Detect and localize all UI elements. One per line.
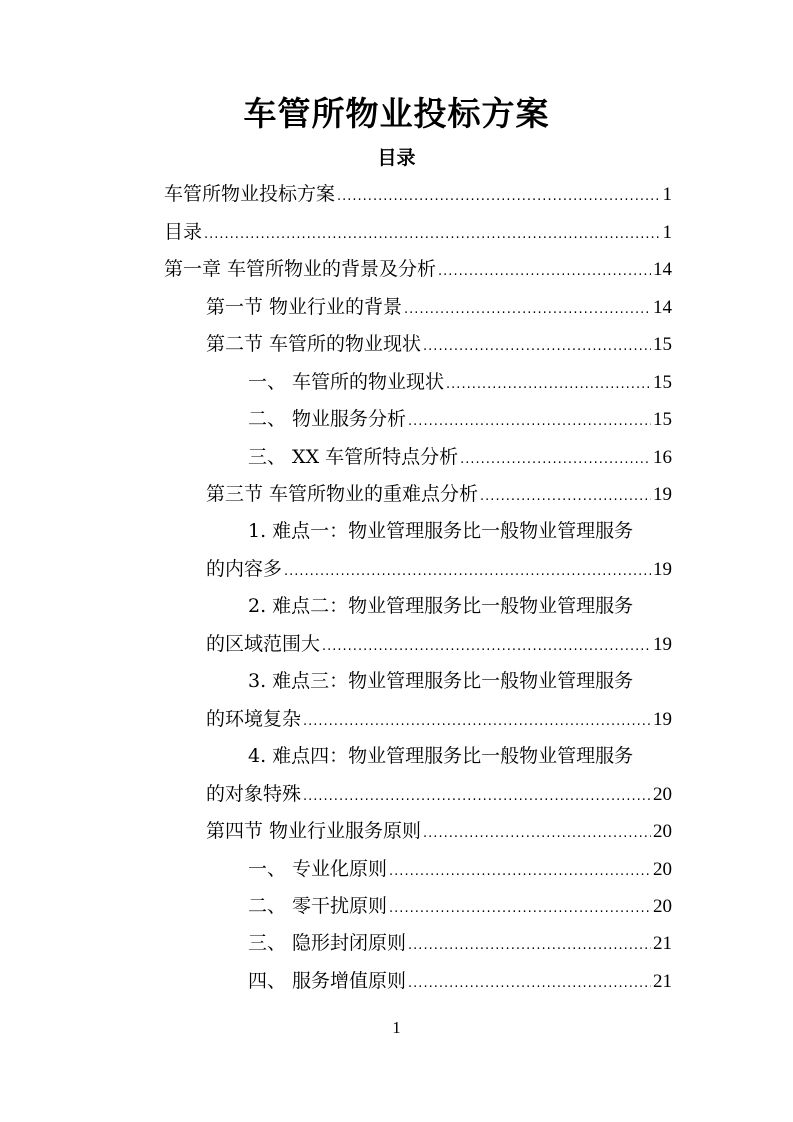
toc-leader — [322, 634, 651, 660]
toc-leader — [408, 933, 651, 959]
toc-entry[interactable] — [248, 369, 672, 398]
toc-entry-page: 21 — [653, 971, 672, 992]
toc-leader — [204, 222, 660, 248]
toc-entry-page: 20 — [653, 784, 672, 805]
toc-entry[interactable] — [248, 444, 672, 473]
toc-leader — [423, 821, 651, 847]
toc-entry[interactable] — [248, 893, 672, 922]
toc-entry-page: 1 — [662, 222, 672, 243]
toc-entry-text: 第一节 物业行业的背景 — [206, 296, 403, 318]
toc-entry-text: 二、 物业服务分析 — [248, 408, 407, 430]
toc-entry-text: 4. 难点四：物业管理服务比一般物业管理服务 — [248, 745, 634, 767]
toc-entry-text: 第三节 车管所物业的重难点分析 — [206, 483, 479, 505]
toc-entry-page: 16 — [653, 447, 672, 468]
toc-entry-text: 一、 专业化原则 — [248, 858, 388, 880]
toc-entry-page: 20 — [653, 896, 672, 917]
toc-entry-page: 20 — [653, 859, 672, 880]
toc-entry-text: 2. 难点二：物业管理服务比一般物业管理服务 — [248, 595, 634, 617]
toc-entry-page: 14 — [653, 259, 672, 280]
toc-entry-first-line[interactable] — [248, 668, 672, 694]
toc-entry-page: 15 — [653, 409, 672, 430]
toc-entry[interactable] — [206, 481, 672, 510]
toc-entry-text: 第四节 物业行业服务原则 — [206, 820, 422, 842]
toc-entry[interactable] — [248, 968, 672, 997]
toc-entry-text: 一、 车管所的物业现状 — [248, 371, 445, 393]
toc-leader — [303, 784, 651, 810]
toc-entry-page: 21 — [653, 933, 672, 954]
toc-leader — [480, 484, 651, 510]
toc-entry-page: 19 — [653, 634, 672, 655]
toc-entry[interactable] — [206, 556, 672, 585]
toc-entry[interactable] — [206, 294, 672, 323]
toc-heading: 目录 — [377, 147, 416, 169]
toc-entry-page: 14 — [653, 297, 672, 318]
toc-entry-continuation: 的对象特殊 — [206, 783, 302, 805]
toc-entry[interactable] — [164, 181, 672, 210]
toc-leader — [389, 859, 651, 885]
toc-entry-page: 19 — [653, 559, 672, 580]
toc-leader — [446, 372, 651, 398]
page-number: 1 — [392, 1018, 401, 1037]
toc-leader — [404, 297, 651, 323]
toc-leader — [408, 971, 651, 997]
toc-entry-first-line[interactable] — [248, 743, 672, 769]
toc-entry-text: 三、 隐形封闭原则 — [248, 932, 407, 954]
toc-entry-continuation: 的内容多 — [206, 558, 283, 580]
toc-entry-text: 二、 零干扰原则 — [248, 895, 388, 917]
toc-leader — [337, 184, 660, 210]
toc-leader — [423, 334, 651, 360]
toc-leader — [408, 409, 651, 435]
toc-entry-first-line[interactable] — [248, 593, 672, 619]
toc-leader — [389, 896, 651, 922]
toc-entry[interactable] — [248, 930, 672, 959]
toc-entry[interactable] — [206, 631, 672, 660]
document-title: 车管所物业投标方案 — [243, 94, 550, 133]
toc-entry-text: 目录 — [164, 221, 203, 243]
toc-entry-text: 3. 难点三：物业管理服务比一般物业管理服务 — [248, 670, 634, 692]
toc-entry-continuation: 的区域范围大 — [206, 633, 321, 655]
toc-entry-page: 19 — [653, 709, 672, 730]
toc-entry[interactable] — [206, 818, 672, 847]
toc-entry-text: 1. 难点一：物业管理服务比一般物业管理服务 — [248, 520, 634, 542]
toc-entry[interactable] — [164, 256, 672, 285]
toc-entry[interactable] — [248, 406, 672, 435]
toc-leader — [438, 259, 651, 285]
toc-entry-continuation: 的环境复杂 — [206, 708, 302, 730]
toc-entry-text: 车管所物业投标方案 — [164, 183, 336, 205]
toc-entry[interactable] — [164, 219, 672, 248]
toc-leader — [284, 559, 651, 585]
toc-entry-page: 15 — [653, 372, 672, 393]
toc-leader — [460, 447, 651, 473]
toc-entry[interactable] — [248, 856, 672, 885]
toc-entry-page: 20 — [653, 821, 672, 842]
toc-entry-text: 第一章 车管所物业的背景及分析 — [164, 258, 437, 280]
toc-entry-text: 四、 服务增值原则 — [248, 970, 407, 992]
toc-entry-text: 三、 XX 车管所特点分析 — [248, 446, 459, 468]
toc-entry-text: 第二节 车管所的物业现状 — [206, 333, 422, 355]
toc-entry-page: 15 — [653, 334, 672, 355]
toc-entry-page: 1 — [662, 184, 672, 205]
toc-leader — [303, 709, 651, 735]
toc-entry-first-line[interactable] — [248, 518, 672, 544]
toc-entry[interactable] — [206, 706, 672, 735]
toc-entry-page: 19 — [653, 484, 672, 505]
toc-entry[interactable] — [206, 331, 672, 360]
toc-entry[interactable] — [206, 781, 672, 810]
